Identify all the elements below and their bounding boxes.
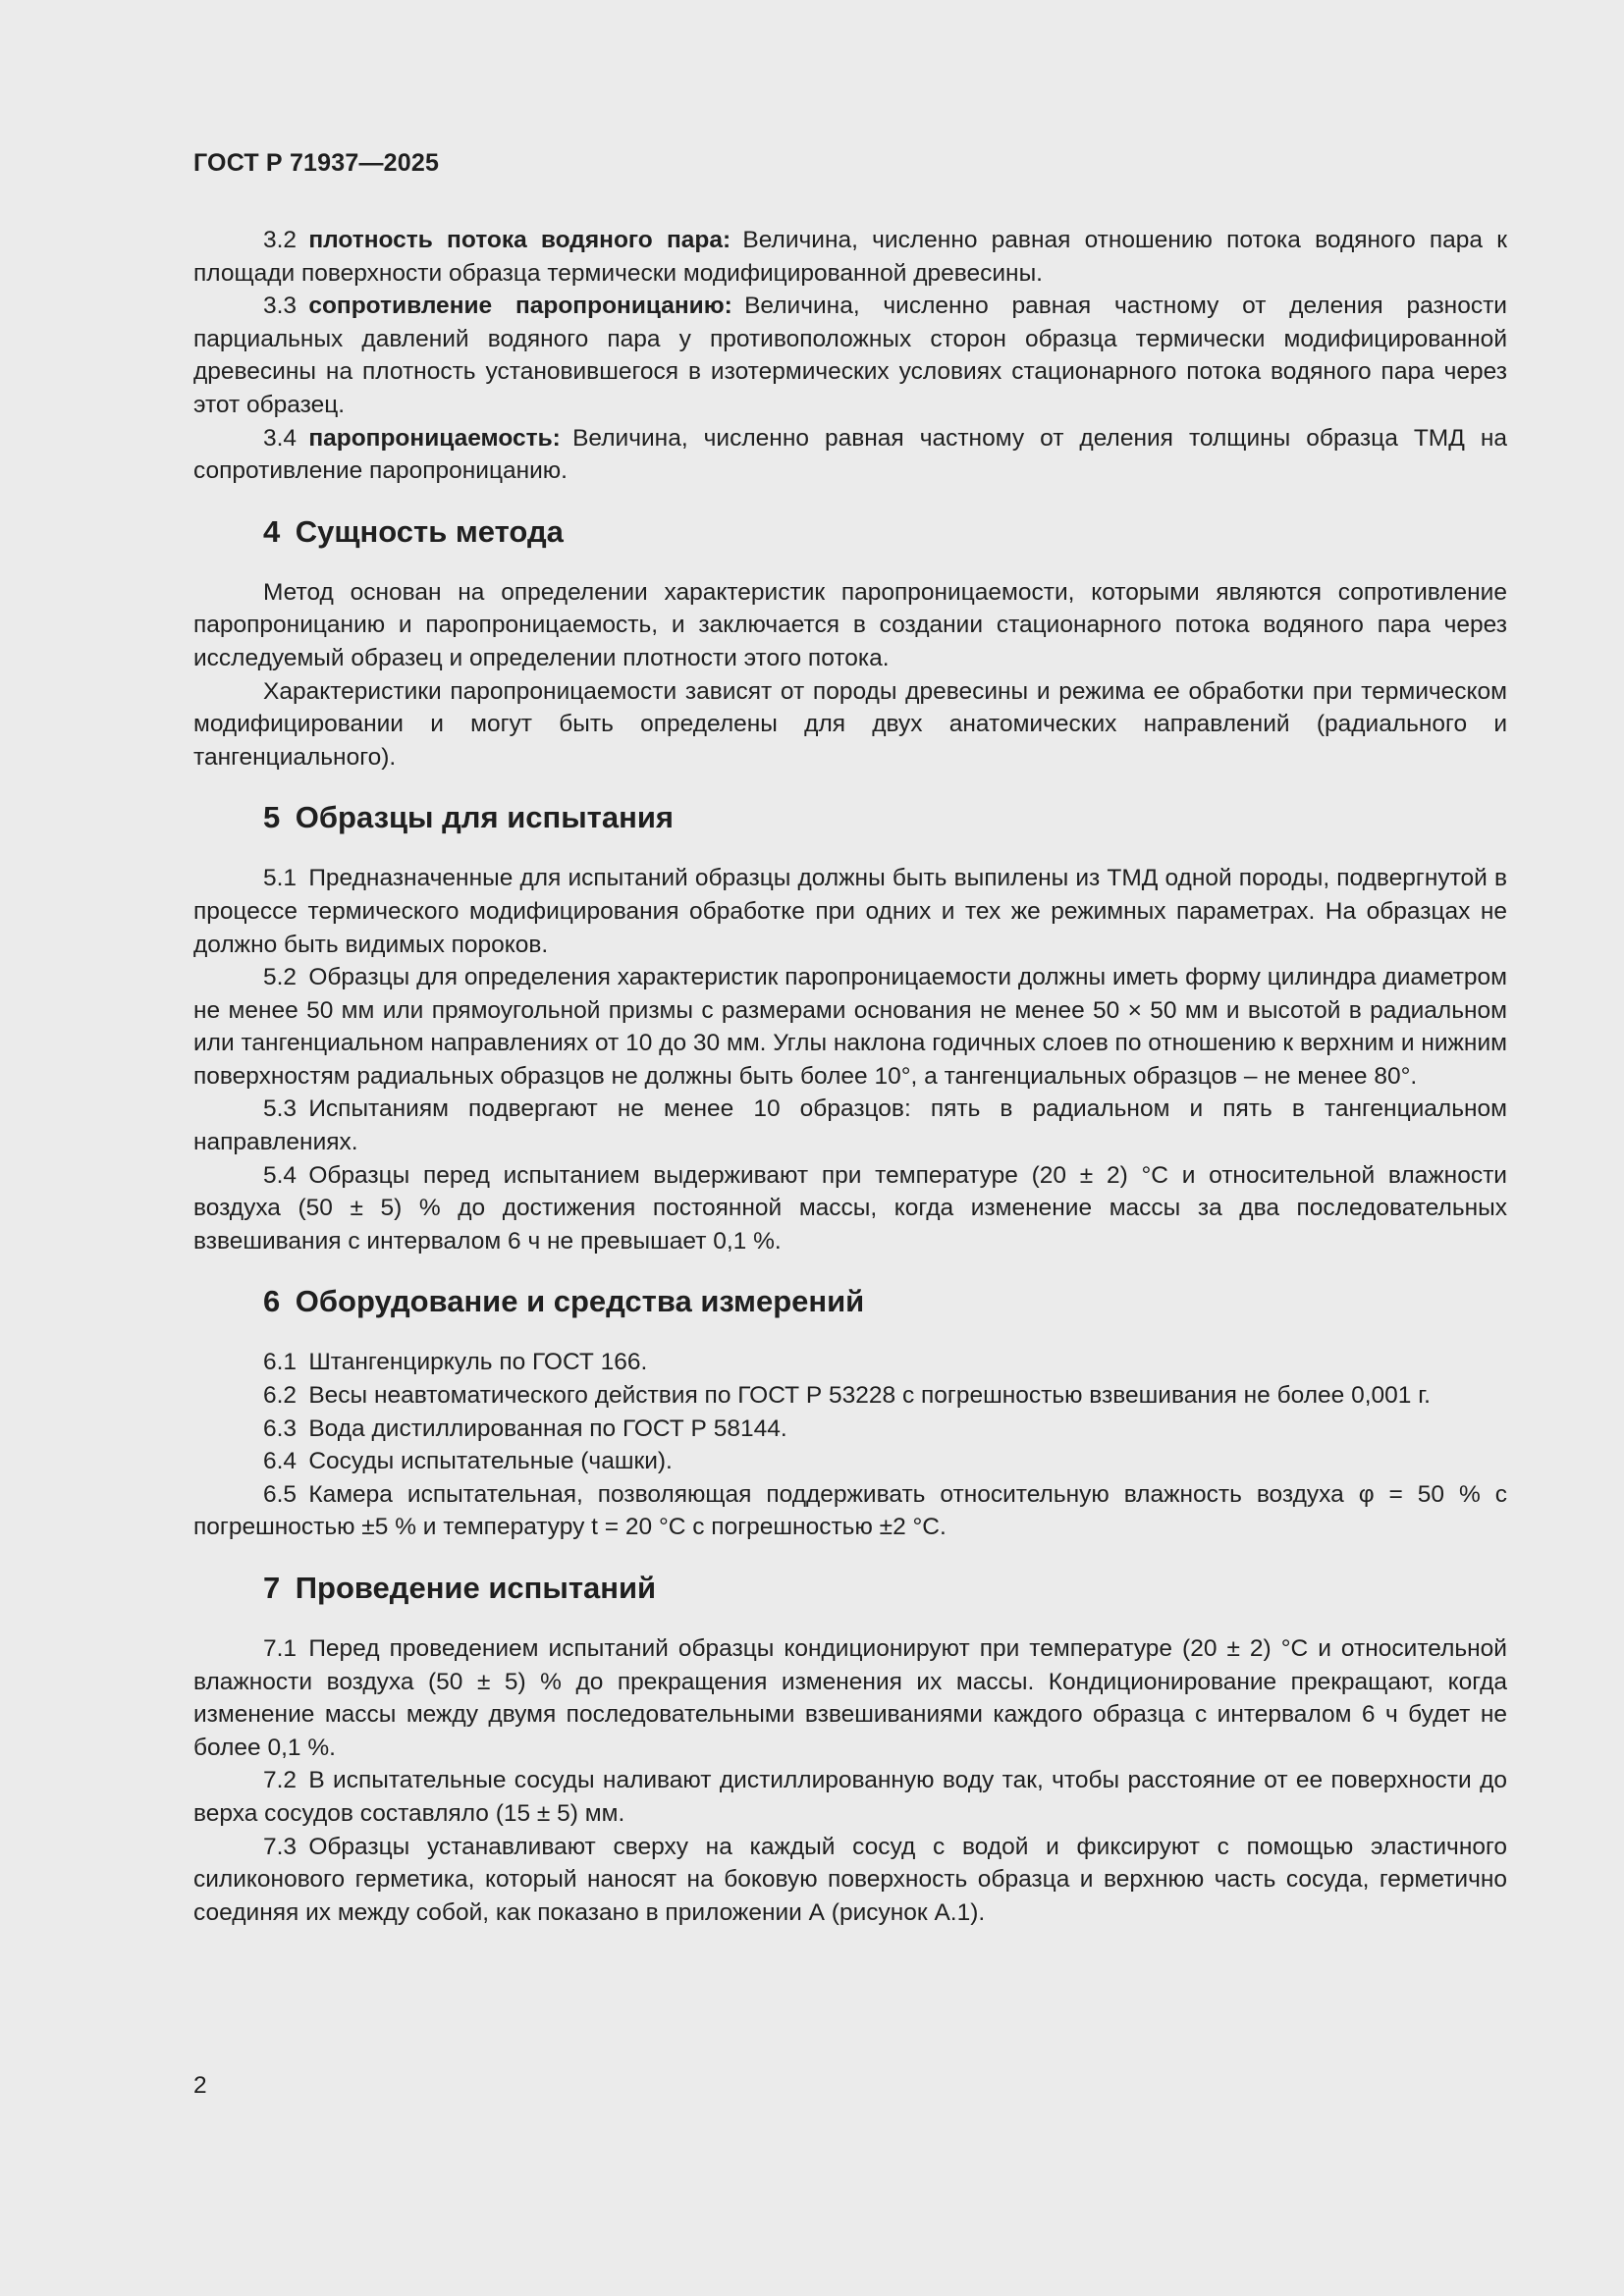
term-name: сопротивление паропроницанию: bbox=[308, 293, 732, 320]
section-number: 6 bbox=[263, 1284, 281, 1319]
clause-number: 5.3 bbox=[263, 1095, 298, 1123]
clause-item bbox=[193, 1478, 1507, 1544]
clause-number: 7.1 bbox=[263, 1635, 298, 1662]
paragraph bbox=[193, 576, 1507, 675]
section-number: 7 bbox=[263, 1571, 281, 1605]
clause-text: Величина, численно равная частному от деления толщины образца ТМД на сопротивление паропроницанию. bbox=[193, 424, 1507, 485]
clause-text: Вода дистиллированная по ГОСТ Р 58144. bbox=[308, 1415, 787, 1442]
clause-item bbox=[193, 1159, 1507, 1258]
clause-text: Метод основан на определении характеристик паропроницаемости, которыми являются сопротивление паропроницанию и паропроницаемость, и заключается в создании стационарного потока водяного пара через исследуемый образец и определении плотности этого потока. bbox=[193, 578, 1507, 671]
clause-item bbox=[193, 1093, 1507, 1158]
clause-item bbox=[193, 961, 1507, 1093]
section-title: Проведение испытаний bbox=[295, 1571, 657, 1605]
clause-number: 6.1 bbox=[263, 1349, 298, 1376]
clause-text: Величина, численно равная частному от деления разности парциальных давлений водяного пара у противоположных сторон образца термически модифицированной древесины на плотность установившегося в изотермических условиях стационарного потока водяного пара через этот образец. bbox=[193, 293, 1507, 418]
clause-number: 5.4 bbox=[263, 1161, 298, 1189]
document-body bbox=[193, 224, 1507, 1929]
clause-number: 3.3 bbox=[263, 293, 298, 320]
clause-number: 6.3 bbox=[263, 1415, 298, 1442]
clause-number: 3.2 bbox=[263, 227, 298, 253]
clause-text: Образцы перед испытанием выдерживают при температуре (20 ± 2) °С и относительной влажности воздуха (50 ± 5) % до достижения постоянной массы, когда изменение массы за два последовательных взвешивания с интервалом 6 ч не превышает 0,1 %. bbox=[193, 1161, 1507, 1255]
paragraph bbox=[193, 675, 1507, 774]
clause-text: Образцы для определения характеристик паропроницаемости должны иметь форму цилиндра диаметром не менее 50 мм или прямоугольной призмы с размерами основания не менее 50 × 50 мм и высотой в радиальном или тангенциальном направлениях от 10 до 30 мм. Углы наклона годичных слоев по отношению к верхним и нижним поверхностям радиальных образцов не должны быть более 10°, а тангенциальных образцов – не менее 80°. bbox=[193, 964, 1507, 1090]
term-definition bbox=[193, 224, 1507, 290]
section-title: Сущность метода bbox=[295, 513, 564, 549]
clause-number: 5.2 bbox=[263, 964, 298, 991]
clause-text: Образцы устанавливают сверху на каждый сосуд с водой и фиксируют с помощью эластичного силиконового герметика, который наносят на боковую поверхность образца и верхнюю часть сосуда, герметично соединяя их между собой, как показано в приложении А (рисунок А.1). bbox=[193, 1833, 1507, 1926]
section-heading bbox=[263, 799, 1507, 836]
clause-text: Камера испытательная, позволяющая поддерживать относительную влажность воздуха φ = 50 % с погрешностью ±5 % и температуру t = 20 °С с погрешностью ±2 °С. bbox=[193, 1480, 1507, 1541]
clause-text: Штангенциркуль по ГОСТ 166. bbox=[308, 1349, 648, 1376]
clause-item bbox=[193, 862, 1507, 961]
clause-item bbox=[193, 1413, 1507, 1446]
clause-text: В испытательные сосуды наливают дистиллированную воду так, чтобы расстояние от ее поверхности до верха сосудов составляло (15 ± 5) мм. bbox=[193, 1767, 1507, 1827]
clause-item bbox=[193, 1831, 1507, 1930]
section-title: Оборудование и средства измерений bbox=[295, 1284, 865, 1319]
section-heading bbox=[263, 1570, 1507, 1607]
clause-item bbox=[193, 1445, 1507, 1478]
clause-text: Перед проведением испытаний образцы кондиционируют при температуре (20 ± 2) °С и относительной влажности воздуха (50 ± 5) % до прекращения изменения их массы. Кондиционирование прекращают, когда изменение массы между двумя последовательными взвешиваниями каждого образца с интервалом 6 ч будет не более 0,1 %. bbox=[193, 1635, 1507, 1761]
clause-item bbox=[193, 1764, 1507, 1830]
clause-text: Характеристики паропроницаемости зависят от породы древесины и режима ее обработки при термическом модифицировании и могут быть определены для двух анатомических направлений (радиального и тангенциального). bbox=[193, 677, 1507, 771]
clause-item bbox=[193, 1379, 1507, 1413]
clause-number: 7.3 bbox=[263, 1833, 298, 1860]
term-name: паропроницаемость: bbox=[308, 424, 561, 452]
clause-item bbox=[193, 1632, 1507, 1764]
section-number: 5 bbox=[263, 800, 281, 835]
clause-item bbox=[193, 1346, 1507, 1379]
document-header: ГОСТ Р 71937—2025 bbox=[193, 149, 440, 177]
clause-text: Весы неавтоматического действия по ГОСТ Р 53228 с погрешностью взвешивания не более 0,001 г. bbox=[308, 1382, 1431, 1410]
term-name: плотность потока водяного пара: bbox=[308, 227, 731, 253]
clause-number: 7.2 bbox=[263, 1767, 298, 1794]
section-heading bbox=[263, 1283, 1507, 1320]
clause-text: Предназначенные для испытаний образцы должны быть выпилены из ТМД одной породы, подвергнутой в процессе термического модифицирования обработке при одних и тех же режимных параметрах. На образцах не должно быть видимых пороков. bbox=[193, 865, 1507, 958]
section-heading bbox=[263, 513, 1507, 551]
term-definition bbox=[193, 290, 1507, 421]
clause-number: 3.4 bbox=[263, 424, 298, 452]
clause-number: 6.4 bbox=[263, 1448, 298, 1475]
clause-number: 6.5 bbox=[263, 1480, 298, 1508]
section-title: Образцы для испытания bbox=[295, 800, 674, 835]
term-definition bbox=[193, 422, 1507, 488]
page-number: 2 bbox=[193, 2072, 207, 2099]
clause-text: Величина, численно равная отношению потока водяного пара к площади поверхности образца термически модифицированной древесины. bbox=[193, 227, 1507, 287]
section-number: 4 bbox=[263, 513, 281, 549]
clause-number: 5.1 bbox=[263, 865, 298, 892]
clause-text: Испытаниям подвергают не менее 10 образцов: пять в радиальном и пять в тангенциальном направлениях. bbox=[193, 1095, 1507, 1156]
clause-number: 6.2 bbox=[263, 1382, 298, 1410]
clause-text: Сосуды испытательные (чашки). bbox=[308, 1448, 673, 1475]
